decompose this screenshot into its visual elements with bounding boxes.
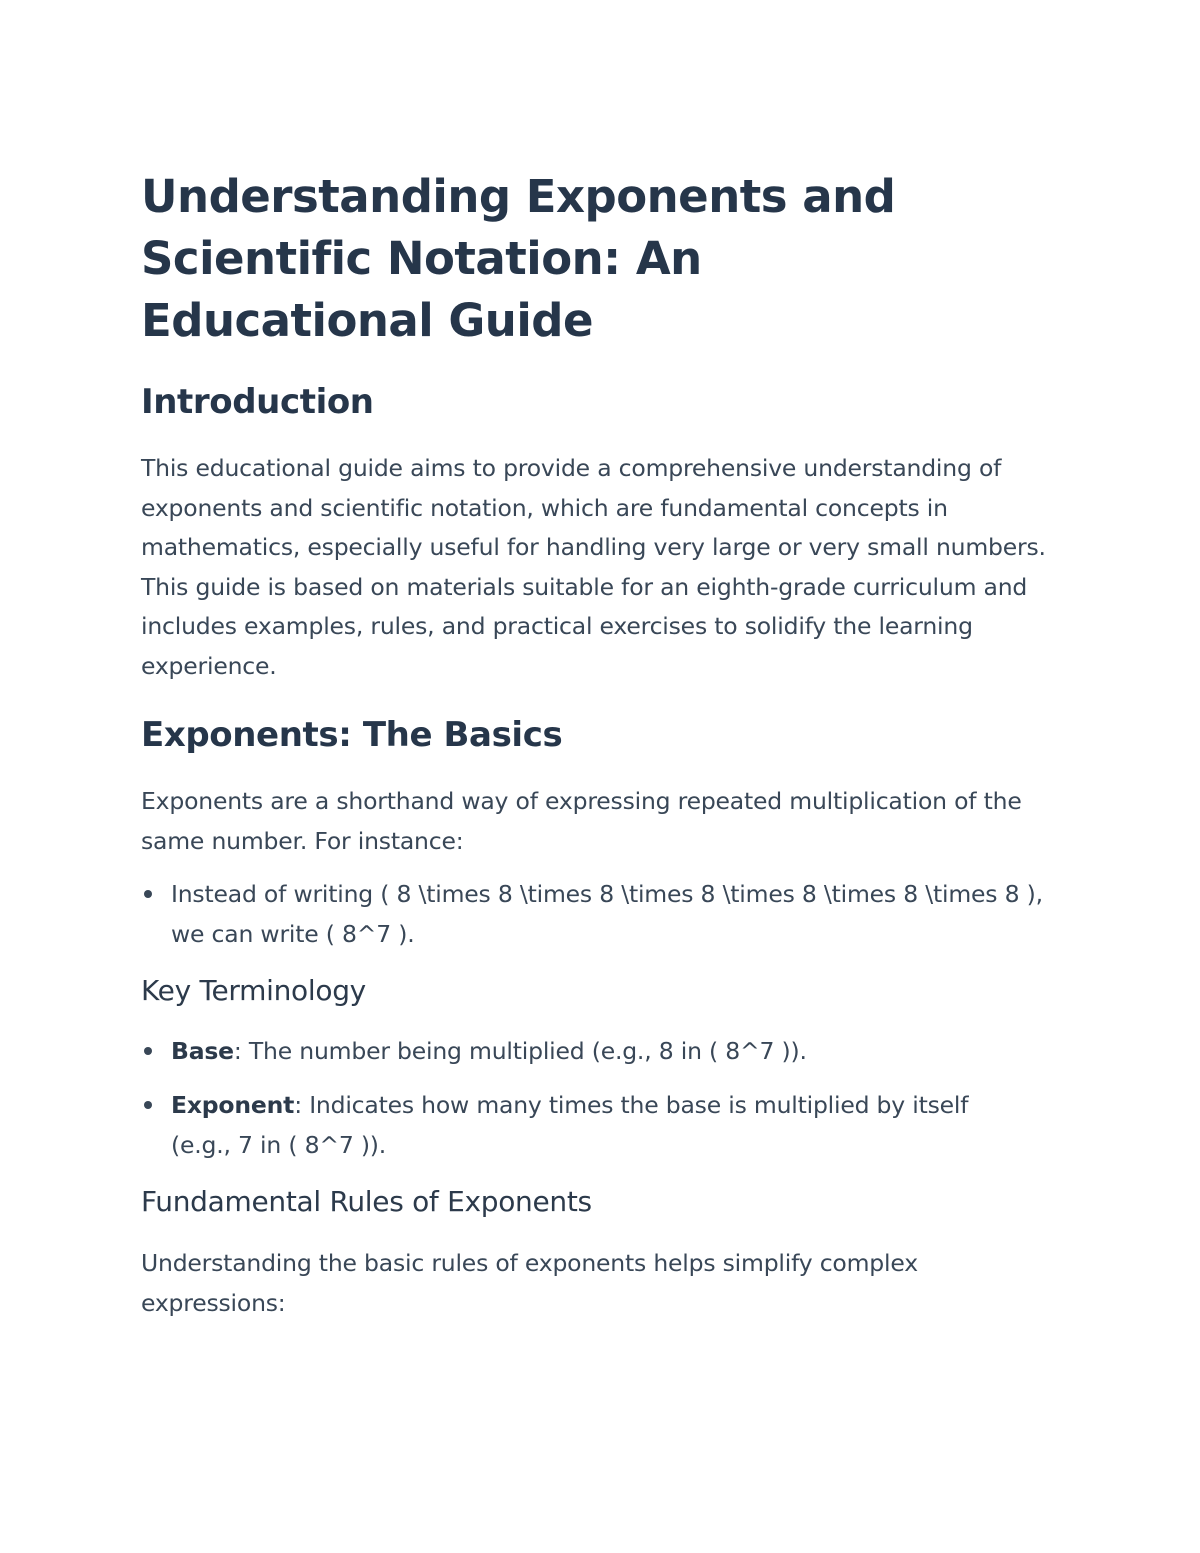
list-item-term-base [141,1032,1071,1072]
list-item-text [171,1086,1011,1165]
list-item-text [171,1032,1071,1072]
term-label: Exponent [171,1091,295,1119]
section-heading-rules: Fundamental Rules of Exponents [141,1185,592,1218]
basics-paragraph: Exponents are a shorthand way of expressing repeated multiplication of the same number. For instance: [141,787,1022,855]
bullet-dot-icon [144,1047,152,1055]
section-heading-terminology: Key Terminology [141,974,366,1007]
page-title [141,166,1001,352]
page-title-text: Understanding Exponents and Scientific Notation: An Educational Guide [141,170,896,347]
section-heading-introduction: Introduction [141,382,374,422]
list-item-basics-example [141,875,1071,954]
term-definition: : The number being multiplied (e.g., 8 in ( 8^7 )). [233,1037,807,1065]
term-definition: : Indicates how many times the base is multiplied by itself (e.g., 7 in ( 8^7 )). [171,1091,969,1159]
bullet-dot-icon [144,1101,152,1109]
list-item-text: Instead of writing ( 8 \times 8 \times 8 \times 8 \times 8 \times 8 \times 8 ), we can write ( 8^7 ). [171,880,1043,948]
list-item-term-exponent [141,1086,1071,1165]
introduction-paragraph: This educational guide aims to provide a comprehensive understanding of exponents and scientific notation, which are fundamental concepts in mathematics, especially useful for handling very large or very small numbers. This guide is based on materials suitable for an eighth-grade curriculum and includes examples, rules, and practical exercises to solidify the learning experience. [141,454,1046,680]
section-heading-basics: Exponents: The Basics [141,715,563,755]
bullet-dot-icon [144,890,152,898]
rules-paragraph: Understanding the basic rules of exponents helps simplify complex expressions: [141,1249,918,1317]
term-label: Base [171,1037,234,1065]
